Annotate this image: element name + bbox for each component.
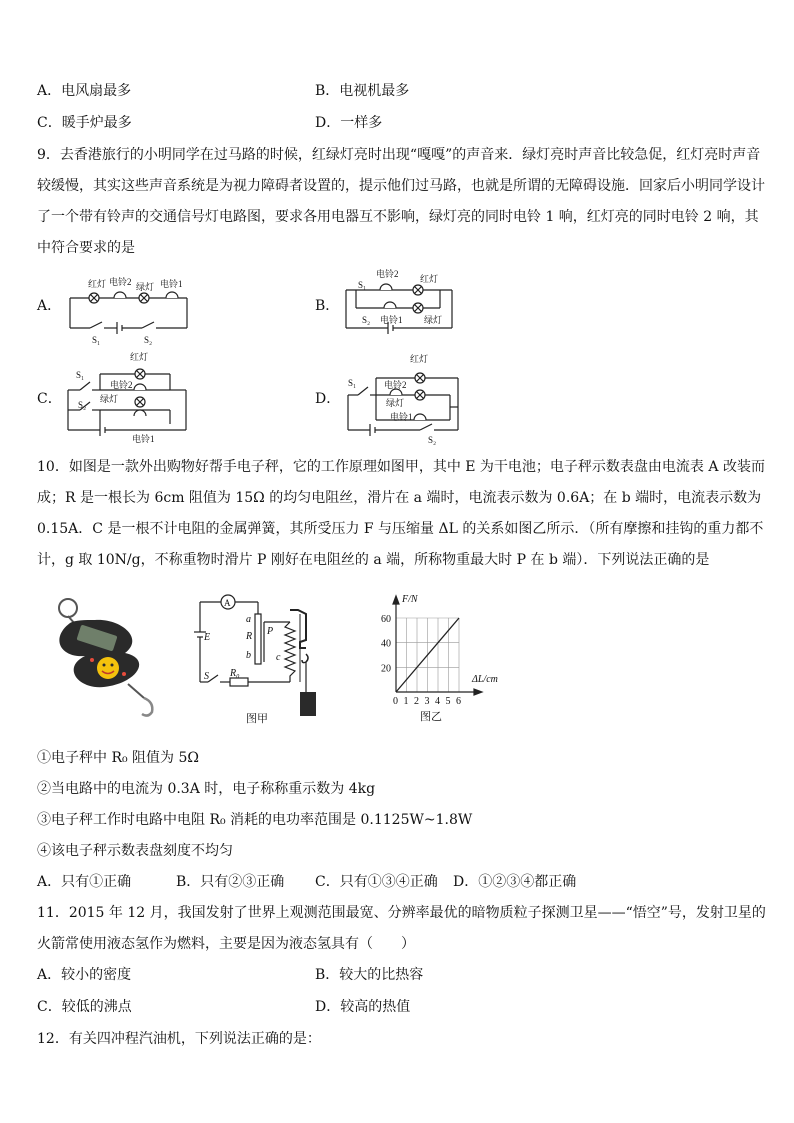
y-tick-label: 20 [381,663,391,675]
q9-option-c-label: C． [37,391,62,407]
q10-statement-4: ④该电子秤示数表盘刻度不均匀 [37,843,233,859]
svg-text:b: b [246,650,251,661]
bell1-label: 电铃1 [160,279,183,289]
svg-text:c: c [276,652,281,663]
q8-option-a: A．电风扇最多 [37,83,132,99]
svg-text:电铃1: 电铃1 [132,434,155,444]
q12-stem: 12．有关四冲程汽油机，下列说法正确的是： [37,1031,321,1047]
svg-text:电铃2: 电铃2 [384,380,407,390]
svg-text:S₁: S₁ [76,370,85,380]
svg-text:a: a [246,614,251,625]
svg-text:绿灯: 绿灯 [424,315,443,325]
q10-option-a: A．只有①正确 [37,874,132,890]
bell2-label: 电铃2 [109,277,132,287]
q11-option-c: C．较低的沸点 [37,999,132,1015]
fig-jia-caption: 图甲 [246,713,268,725]
force-compression-chart [368,590,508,725]
svg-text:红灯: 红灯 [420,274,439,284]
x-tick-label: 1 [403,696,409,707]
circuit-diagram-b [340,268,465,348]
red-lamp-label: 红灯 [88,279,107,289]
q11-stem: 11．2015 年 12 月，我国发射了世界上观测范围最宽、分辨率最优的暗物质粒子探测卫星——“悟空”号，发射卫星的火箭常使用液态氢作为燃料，主要是因为液态氢具有（ ） [37,905,766,952]
circuit-diagram-jia [188,592,343,727]
q9-option-b-label: B． [315,298,340,314]
q10-stem: 10．如图是一款外出购物好帮手电子秤，它的工作原理如图甲，其中 E 为干电池；电子秤示数表盘由电流表 A 改装而成；R 是一根长为 6cm 阻值为 15Ω 的均匀电阻丝，滑片在 a 端时，电流表示数为 0.6A；在 b 端时，电流表示数为 0.15A．C 是一根不计电阻的金属弹簧，其所受压力 F 与压缩量 ΔL 的关系如图乙所示．（所有摩擦和挂钩的重力都不计，g 取 10N/g，不称重物时滑片 P 刚好在电阻丝的 a 端，所称物重最大时 P 在 b 端）．下列说法正确的是 [37,459,765,568]
y-tick-label: 40 [381,638,391,650]
q11-option-d: D．较高的热值 [315,999,411,1015]
q9-stem: 9．去香港旅行的小明同学在过马路的时候，红绿灯亮时出现“嘎嘎”的声音来．绿灯亮时声音比较急促，红灯亮时声音较缓慢，其实这些声音系统是为视力障碍者设置的，提示他们过马路，也就是所谓的无障碍设施．回家后小明同学设计了一个带有铃声的交通信号灯电路图，要求各用电器互不影响，绿灯亮的同时电铃 1 响，红灯亮的同时电铃 2 响，其中符合要求的是 [37,147,765,256]
svg-text:S₂: S₂ [362,315,371,325]
circuit-diagram-c [60,350,200,445]
svg-text:S: S [204,671,209,682]
q11-option-a: A．较小的密度 [37,967,132,983]
x-tick-label: 6 [456,696,461,707]
green-lamp-label: 绿灯 [136,282,155,292]
q10-statement-1: ①电子秤中 R₀ 阻值为 5Ω [37,750,200,766]
x-tick-label: 2 [414,696,419,707]
x-tick-label: 5 [445,696,451,707]
svg-text:绿灯: 绿灯 [386,398,405,408]
svg-text:电铃2: 电铃2 [376,269,399,279]
y-axis-label: F/N [402,594,418,605]
svg-text:S₁: S₁ [348,378,357,388]
svg-text:P: P [267,626,274,637]
y-tick-label: 60 [381,614,391,625]
x-tick-label: 3 [424,696,430,707]
x-axis-label: ΔL/cm [472,674,498,685]
svg-text:电铃1: 电铃1 [380,315,403,325]
q10-statement-3: ③电子秤工作时电路中电阻 R₀ 消耗的电功率范围是 0.1125W~1.8W [37,812,473,828]
s2-label: S₂ [144,335,153,345]
svg-text:红灯: 红灯 [410,354,429,364]
q10-option-c: C．只有①③④正确 [315,874,438,890]
fig-yi-caption: 图乙 [420,711,442,723]
q11-option-b: B．较大的比热容 [315,967,424,983]
svg-text:S₂: S₂ [78,400,87,410]
x-tick-label: 4 [435,696,440,707]
svg-text:S₂: S₂ [428,435,437,445]
q8-option-d: D．一样多 [315,115,383,131]
svg-text:电铃2: 电铃2 [110,380,133,390]
circuit-diagram-d [340,350,470,445]
svg-text:R₀: R₀ [230,668,240,679]
q10-statement-2: ②当电路中的电流为 0.3A 时，电子称称重示数为 4kg [37,781,376,797]
x-tick-label: 0 [393,696,398,707]
electronic-scale-photo [40,598,165,723]
svg-text:电铃1: 电铃1 [390,412,413,422]
circuit-diagram-a [62,276,197,346]
q8-option-c: C．暖手炉最多 [37,115,132,131]
q10-option-d: D．①②③④都正确 [453,874,577,890]
q10-option-b: B．只有②③正确 [176,874,285,890]
ammeter-label: A [224,598,231,608]
battery-label: E [204,632,211,643]
svg-text:绿灯: 绿灯 [100,394,119,404]
s1-label: S₁ [92,335,101,345]
svg-text:R: R [246,631,253,642]
q9-option-a-label: A． [37,298,62,314]
q9-option-d-label: D． [315,391,341,407]
q8-option-b: B．电视机最多 [315,83,410,99]
svg-text:红灯: 红灯 [130,352,149,362]
svg-text:S₁: S₁ [358,280,367,290]
